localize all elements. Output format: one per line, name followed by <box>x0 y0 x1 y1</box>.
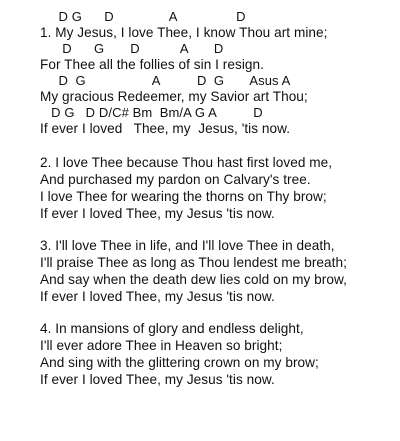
verse-1-chord-line-1: D G D A D <box>40 9 246 24</box>
verse-2-lyric-line-1: 2. I love Thee because Thou hast first loved me, <box>40 155 333 170</box>
verse-3-lyric-line-1: 3. I'll love Thee in life, and I'll love Thee in death, <box>40 238 335 253</box>
verse-2-lyric-line-2: And purchased my pardon on Calvary's tree. <box>40 172 311 187</box>
verse-1-chord-line-2: D G D A D <box>40 41 224 56</box>
verse-4-lyric-line-3: And sing with the glittering crown on my brow; <box>40 355 319 370</box>
verse-3-lyric-line-4: If ever I loved Thee, my Jesus 'tis now. <box>40 289 275 304</box>
verse-1-lyric-line-2: For Thee all the follies of sin I resign. <box>40 57 264 72</box>
verse-2-lyric-line-3: I love Thee for wearing the thorns on Thy brow; <box>40 189 327 204</box>
verse-3-lyric-line-3: And say when the death dew lies cold on my brow, <box>40 272 347 287</box>
verse-1-lyric-line-1: 1. My Jesus, I love Thee, I know Thou art mine; <box>40 25 328 40</box>
verse-1-lyric-line-3: My gracious Redeemer, my Savior art Thou; <box>40 89 308 104</box>
verse-1-lyric-line-4: If ever I loved Thee, my Jesus, 'tis now. <box>40 121 291 136</box>
verse-4-lyric-line-1: 4. In mansions of glory and endless delight, <box>40 321 304 336</box>
verse-1-chord-line-3: D G A D G Asus A <box>40 73 291 88</box>
verse-3-lyric-line-2: I'll praise Thee as long as Thou lendest me breath; <box>40 255 347 270</box>
verse-4-lyric-line-2: I'll ever adore Thee in Heaven so bright; <box>40 338 283 353</box>
verse-4-lyric-line-4: If ever I loved Thee, my Jesus 'tis now. <box>40 372 275 387</box>
verse-1-chord-line-4: D G D D/C# Bm Bm/A G A D <box>40 105 263 120</box>
verse-2-lyric-line-4: If ever I loved Thee, my Jesus 'tis now. <box>40 206 275 221</box>
